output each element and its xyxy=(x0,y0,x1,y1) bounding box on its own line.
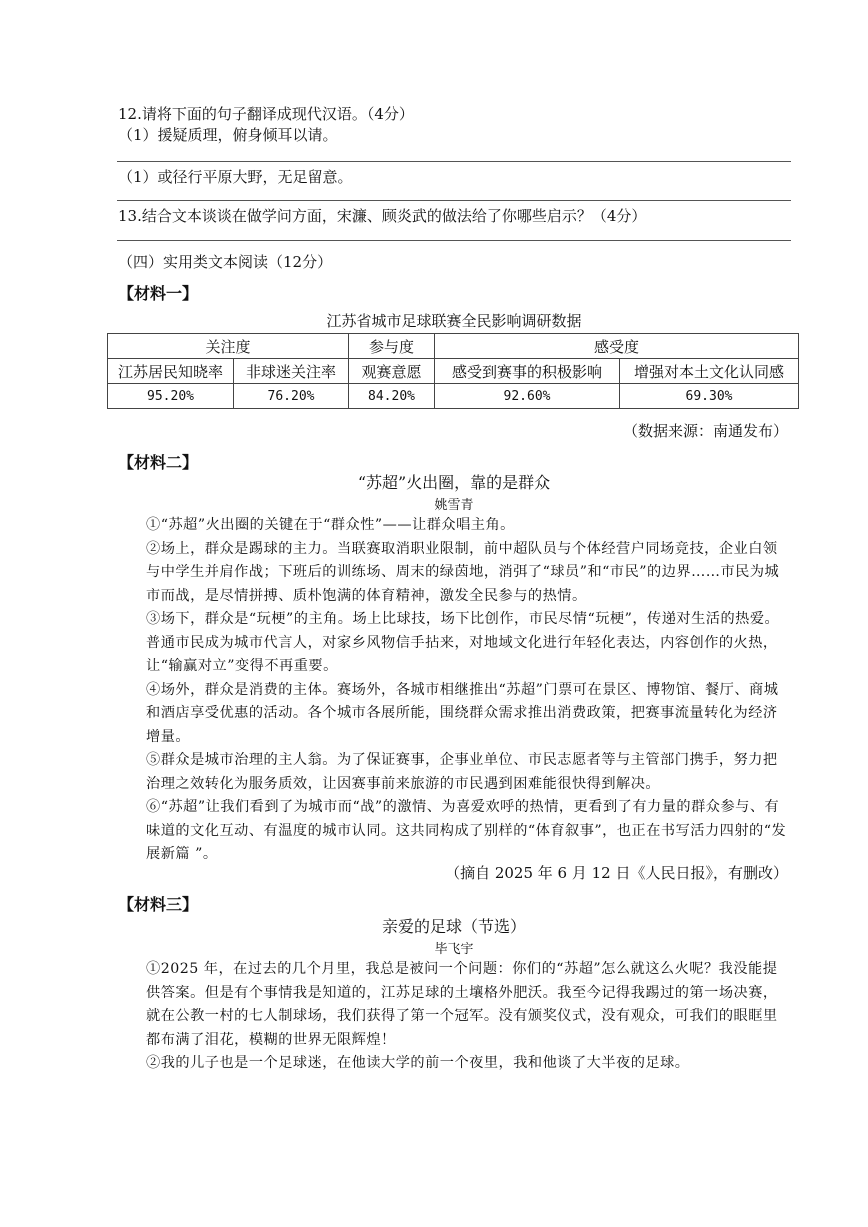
table-cell: 69.30% xyxy=(620,384,799,409)
answer-line xyxy=(117,240,791,241)
table-group-header: 参与度 xyxy=(349,334,435,359)
table-header-row xyxy=(108,359,799,384)
table-cell: 95.20% xyxy=(108,384,234,409)
question-12-sentence-2: （1）或径行平原大野，无足留意。 xyxy=(118,168,353,186)
paragraph: ⑥“苏超”让我们看到了为城市而“战”的激情、为喜爱欢呼的热情，更看到了有力量的群众参与、有味道的文化互动、有温度的城市认同。这共同构成了别样的“体育叙事”，也正在书写活力四射的“发展新篇 ”。 xyxy=(146,799,787,862)
table-group-row xyxy=(108,334,799,359)
table-cell: 76.20% xyxy=(234,384,349,409)
article-title: “苏超”火出圈，靠的是群众 xyxy=(357,473,551,492)
table-column-header: 增强对本土文化认同感 xyxy=(620,359,799,384)
survey-data-table xyxy=(107,333,799,409)
question-12-sentence-1: （1）援疑质理，俯身倾耳以请。 xyxy=(118,126,338,144)
material-2-label: 【材料二】 xyxy=(118,453,199,472)
excerpt-title: 亲爱的足球（节选） xyxy=(381,917,526,936)
paragraph: ②我的儿子也是一个足球迷，在他读大学的前一个夜里，我和他谈了大半夜的足球。 xyxy=(146,1055,690,1071)
material-1-label: 【材料一】 xyxy=(118,284,199,303)
table-group-header: 关注度 xyxy=(108,334,349,359)
material-3-label: 【材料三】 xyxy=(118,895,199,914)
table-cell: 92.60% xyxy=(435,384,620,409)
answer-line xyxy=(117,161,791,162)
table-column-header: 感受到赛事的积极影响 xyxy=(435,359,620,384)
table-column-header: 非球迷关注率 xyxy=(234,359,349,384)
paragraph: ③场下，群众是“玩梗”的主角。场上比球技，场下比创作，市民尽情“玩梗”，传递对生活的热爱。普通市民成为城市代言人，对家乡风物信手拈来，对地域文化进行年轻化表达，内容创作的火热，让“输赢对立”变得不再重要。 xyxy=(146,611,780,674)
article-body xyxy=(118,514,788,867)
table-title: 江苏省城市足球联赛全民影响调研数据 xyxy=(326,312,582,330)
question-13-title: 13.结合文本谈谈在做学问方面，宋濂、顾炎武的做法给了你哪些启示？（4分） xyxy=(118,207,647,225)
paragraph: ②场上，群众是踢球的主力。当联赛取消职业限制，前中超队员与个体经营户同场竞技，企业白领 与中学生并肩作战；下班后的训练场、周末的绿茵地，消弭了“球员”和“市民”的边界……市民为城市而战，是尽情拼搏、质朴饱满的体育精神，激发全民参与的热情。 xyxy=(146,540,780,604)
question-12-title: 12.请将下面的句子翻译成现代汉语。（4分） xyxy=(118,105,414,123)
excerpt-author: 毕飞宇 xyxy=(434,942,474,957)
section-4-title: （四）实用类文本阅读（12分） xyxy=(118,253,333,271)
paragraph: ①2025 年，在过去的几个月里，我总是被问一个问题：你们的“苏超”怎么就这么火呢？我没能提供答案。但是有个事情我是知道的，江苏足球的土壤格外肥沃。我至今记得我踢过的第一场决赛，就在公教一村的七人制球场，我们获得了第一个冠军。没有颁奖仪式，没有观众，可我们的眼眶里都布满了泪花，模糊的世界无限辉煌！ xyxy=(146,961,778,1048)
answer-line xyxy=(117,200,791,201)
paragraph: ①“苏超”火出圈的关键在于“群众性”——让群众唱主角。 xyxy=(146,517,515,533)
paragraph: ④场外，群众是消费的主体。赛场外，各城市相继推出“苏超”门票可在景区、博物馆、餐厅、商城和酒店享受优惠的活动。各个城市各展所能，围绕群众需求推出消费政策，把赛事流量转化为经济增量。 xyxy=(146,681,779,745)
table-row xyxy=(108,384,799,409)
table-column-header: 江苏居民知晓率 xyxy=(108,359,234,384)
excerpt-body xyxy=(118,958,788,1076)
article-source: （摘自 2025 年 6 月 12 日《人民日报》，有删改） xyxy=(445,864,788,882)
table-cell: 84.20% xyxy=(349,384,435,409)
table-group-header: 感受度 xyxy=(435,334,799,359)
table-column-header: 观赛意愿 xyxy=(349,359,435,384)
data-source: （数据来源：南通发布） xyxy=(622,422,788,440)
paragraph: ⑤群众是城市治理的主人翁。为了保证赛事，企事业单位、市民志愿者等与主管部门携手，努力把治理之效转化为服务质效，让因赛事前来旅游的市民遇到困难能很快得到解决。 xyxy=(146,752,778,792)
article-author: 姚雪青 xyxy=(434,498,474,513)
